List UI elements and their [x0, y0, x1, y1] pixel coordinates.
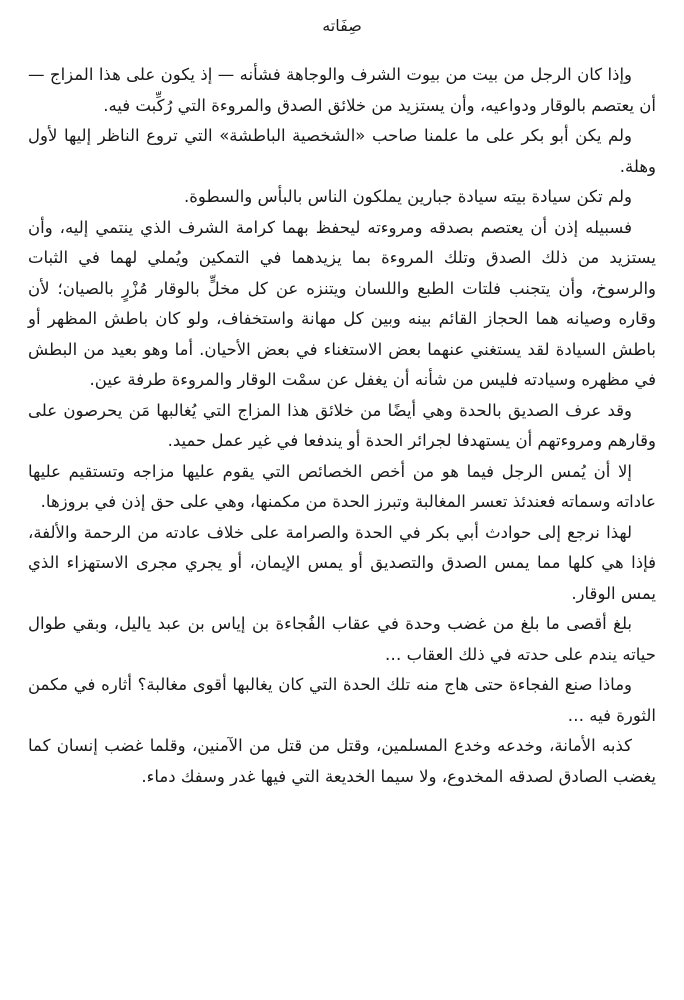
paragraph: كذبه الأمانة، وخدعه وخدع المسلمين، وقتل من قتل من الآمنين، وقلما غضب إنسان كما يغضب الصادق لصدقه المخدوع، ولا سيما الخديعة التي فيها غدر وسفك دماء.	[28, 736, 656, 786]
paragraph: لهذا نرجع إلى حوادث أبي بكر في الحدة والصرامة على خلاف عادته من الرحمة والألفة، فإذا هي كلها مما يمس الصدق والتصديق أو يمس الإيمان، أو يجري مجرى الاستهزاء الذي يمس الوقار.	[28, 522, 656, 603]
paragraph: وقد عرف الصديق بالحدة وهي أيضًا من خلائق هذا المزاج التي يُغالبها مَن يحرصون على وقارهم ومروءتهم أن يستهدفا لجرائر الحدة أو يندفعا في غير عمل حميد.	[28, 400, 656, 450]
paragraph: إلا أن يُمس الرجل فيما هو من أخص الخصائص التي يقوم عليها مزاجه وتستقيم عليها عاداته وسماته فعندئذ تعسر المغالبة وتبرز الحدة من مكمنها، وهي على حق إذن في بروزها.	[28, 461, 656, 511]
paragraph: فسبيله إذن أن يعتصم بصدقه ومروءته ليحفظ بهما كرامة الشرف الذي ينتمي إليه، وأن يستزيد من ذلك الصدق وتلك المروءة بما يزيدهما في التمكين ويُملي لهما في الثبات والرسوخ، وأن يتجنب فلتات الطبع واللسان ويتنزه عن كل مخلٍّ بالوقار مُزْرٍ بالصيان؛ لأن وقاره وصيانه هما الحجاز القائم بينه وبين كل مهانة واستخفاف، ولو كان باطش المظهر أو باطش السيادة لقد يستغني عنهما بعض الاستغناء في بعض الأحيان. أما وهو بعيد من البطش في مظهره وسيادته فليس من شأنه أن يغفل عن سمْت الوقار والمروءة طرفة عين.	[28, 217, 656, 389]
page-title: صِفَاته	[322, 16, 362, 35]
paragraph: وماذا صنع الفجاءة حتى هاج منه تلك الحدة التي كان يغالبها أقوى مغالبة؟ أثاره في مكمن الثورة فيه …	[28, 675, 656, 725]
paragraph: بلغ أقصى ما بلغ من غضب وحدة في عقاب الفُجاءة بن إياس بن عبد ياليل، وبقي طوال حياته يندم على حدته في ذلك العقاب …	[28, 614, 656, 664]
paragraph: وإذا كان الرجل من بيت من بيوت الشرف والوجاهة فشأنه — إذ يكون على هذا المزاج — أن يعتصم بالوقار ودواعيه، وأن يستزيد من خلائق الصدق والمروءة التي رُكِّبت فيه.	[28, 65, 656, 115]
body-text	[28, 60, 656, 792]
paragraph: ولم يكن أبو بكر على ما علمنا صاحب «الشخصية الباطشة» التي تروع الناظر إليها لأول وهلة.	[28, 126, 656, 176]
paragraph: ولم تكن سيادة بيته سيادة جبارين يملكون الناس بالبأس والسطوة.	[184, 187, 632, 206]
